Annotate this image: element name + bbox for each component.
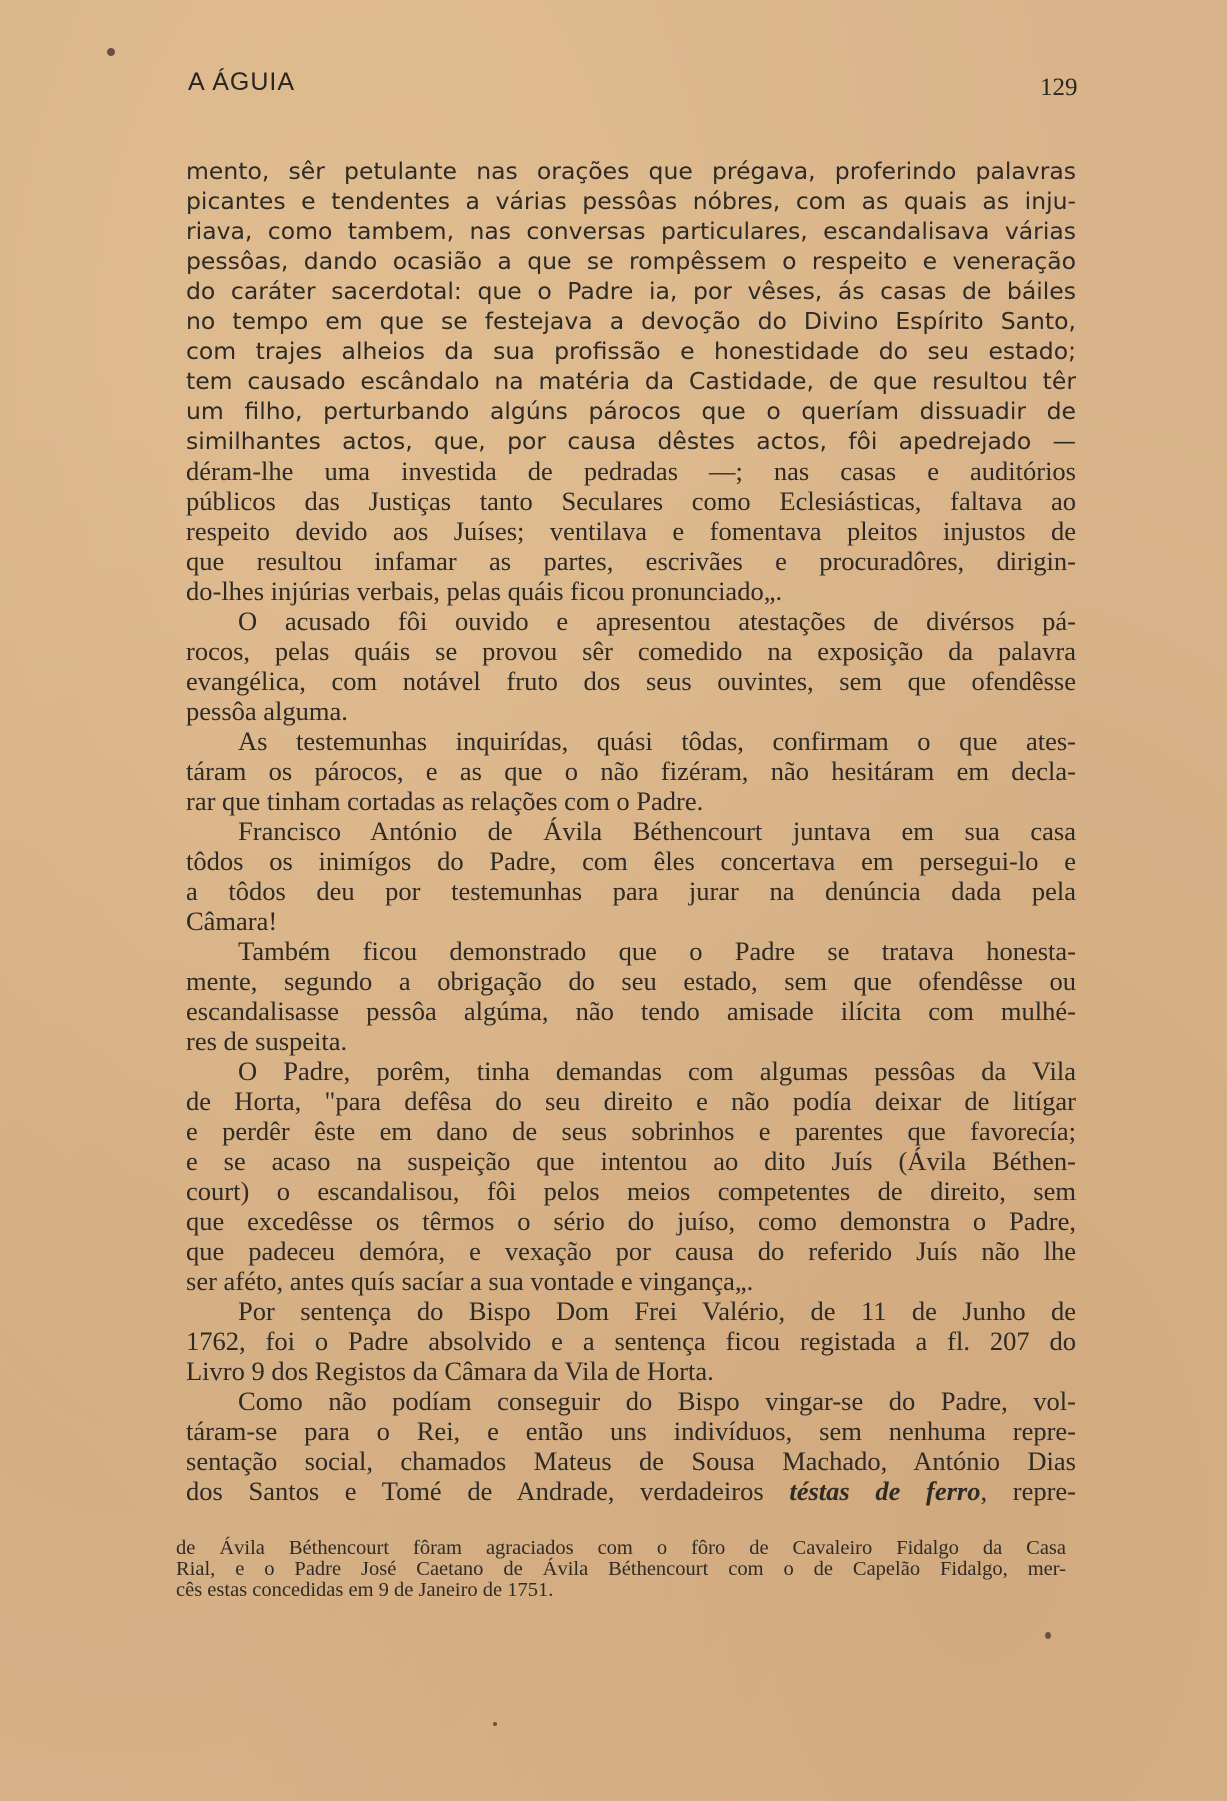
text-line: Também ficou demonstrado que o Padre se tratava honesta- (238, 936, 1076, 966)
text-line: e se acaso na suspeição que intentou ao dito Juís (Ávila Béthen- (186, 1146, 1076, 1176)
text-line: táram os párocos, e as que o não fizéram, não hesitáram em decla- (186, 756, 1076, 786)
text-line: pessôas, dando ocasião a que se rompêssem o respeito e veneração (186, 247, 1076, 275)
text-line: res de suspeita. (186, 1026, 348, 1056)
text-line: escandalisasse pessôa algúma, não tendo amisade ilícita com mulhé- (186, 996, 1076, 1026)
text-line: rar que tinham cortadas as relações com o Padre. (186, 786, 704, 816)
page-number: 129 (1040, 74, 1078, 101)
text-line: 1762, foi o Padre absolvido e a sentença ficou registada a fl. 207 do (186, 1326, 1076, 1356)
italic-phrase: téstas de ferro (789, 1476, 981, 1506)
text-line: com trajes alheios da sua profissão e honestidade do seu estado; (186, 337, 1076, 365)
text-line: que padeceu demóra, e vexação por causa do referido Juís não lhe (186, 1236, 1076, 1266)
final-line-end: , repre- (980, 1476, 1076, 1506)
text-line: públicos das Justiças tanto Seculares como Eclesiásticas, faltava ao (186, 486, 1076, 516)
body-text-upper (186, 156, 1076, 456)
text-line: O Padre, porêm, tinha demandas com algumas pessôas da Vila (238, 1056, 1076, 1086)
text-line: a tôdos deu por testemunhas para jurar na denúncia dada pela (186, 876, 1076, 906)
text-line: mente, segundo a obrigação do seu estado, sem que ofendêsse ou (186, 966, 1076, 996)
text-line: no tempo em que se festejava a devoção do Divino Espírito Santo, (186, 307, 1076, 335)
text-line: táram-se para o Rei, e então uns indivíduos, sem nenhuma repre- (186, 1416, 1076, 1446)
ink-speck (1045, 1632, 1051, 1639)
text-line: mento, sêr petulante nas orações que prégava, proferindo palavras (186, 157, 1076, 185)
text-line: Livro 9 dos Registos da Câmara da Vila de Horta. (186, 1356, 714, 1386)
text-line: que excedêsse os têrmos o sério do juíso, como demonstra o Padre, (186, 1206, 1076, 1236)
text-line: O acusado fôi ouvido e apresentou atestações de divérsos pá- (238, 606, 1076, 636)
text-line: tôdos os inimígos do Padre, com êles concertava em persegui-lo e (186, 846, 1076, 876)
body-text-main (186, 456, 1076, 1506)
ink-speck (107, 48, 115, 56)
text-line: Câmara! (186, 906, 278, 936)
text-line: de Horta, "para defêsa do seu direito e não podía deixar de litígar (186, 1086, 1076, 1116)
text-line-final (186, 1476, 1076, 1506)
final-line-start: dos Santos e Tomé de Andrade, verdadeiros (186, 1476, 790, 1506)
text-line: picantes e tendentes a várias pessôas nóbres, com as quais as inju- (186, 187, 1076, 215)
ink-speck (493, 1722, 497, 1726)
text-line: que resultou infamar as partes, escrivães e procuradôres, dirigin- (186, 546, 1076, 576)
text-line: ser aféto, antes quís sacíar a sua vontade e vingança„. (186, 1266, 754, 1296)
text-line: sentação social, chamados Mateus de Sousa Machado, António Dias (186, 1446, 1076, 1476)
text-line: rocos, pelas quáis se provou sêr comedido na exposição da palavra (186, 636, 1076, 666)
text-line: similhantes actos, que, por causa dêstes actos, fôi apedrejado — (186, 427, 1076, 455)
running-head: A ÁGUIA (188, 68, 296, 96)
footnote-line: cês estas concedidas em 9 de Janeiro de 1751. (176, 1579, 554, 1601)
text-line: Francisco António de Ávila Béthencourt juntava em sua casa (238, 816, 1076, 846)
text-line: déram-lhe uma investida de pedradas —; nas casas e auditórios (186, 456, 1076, 486)
text-line: pessôa alguma. (186, 696, 348, 726)
text-line: um filho, perturbando algúns párocos que o queríam dissuadir de (186, 397, 1076, 425)
text-line: do caráter sacerdotal: que o Padre ia, por vêses, ás casas de báiles (186, 277, 1076, 305)
footnote (176, 1538, 1066, 1601)
text-line: Como não podíam conseguir do Bispo vingar-se do Padre, vol- (238, 1386, 1076, 1416)
text-line: Por sentença do Bispo Dom Frei Valério, de 11 de Junho de (238, 1296, 1076, 1326)
footnote-line: de Ávila Béthencourt fôram agraciados com o fôro de Cavaleiro Fidalgo da Casa (176, 1537, 1066, 1559)
text-line: do-lhes injúrias verbais, pelas quáis ficou pronunciado„. (186, 576, 783, 606)
text-line: e perdêr êste em dano de seus sobrinhos e parentes que favorecía; (186, 1116, 1076, 1146)
text-line: tem causado escândalo na matéria da Castidade, de que resultou têr (186, 367, 1076, 395)
footnote-line: Rial, e o Padre José Caetano de Ávila Béthencourt com o de Capelão Fidalgo, mer- (176, 1558, 1066, 1580)
text-line: court) o escandalisou, fôi pelos meios competentes de direito, sem (186, 1176, 1076, 1206)
text-line: respeito devido aos Juíses; ventilava e fomentava pleitos injustos de (186, 516, 1076, 546)
text-line: evangélica, com notável fruto dos seus ouvintes, sem que ofendêsse (186, 666, 1076, 696)
text-line: riava, como tambem, nas conversas particulares, escandalisava várias (186, 217, 1076, 245)
text-line: As testemunhas inquirídas, quási tôdas, confirmam o que ates- (238, 726, 1076, 756)
